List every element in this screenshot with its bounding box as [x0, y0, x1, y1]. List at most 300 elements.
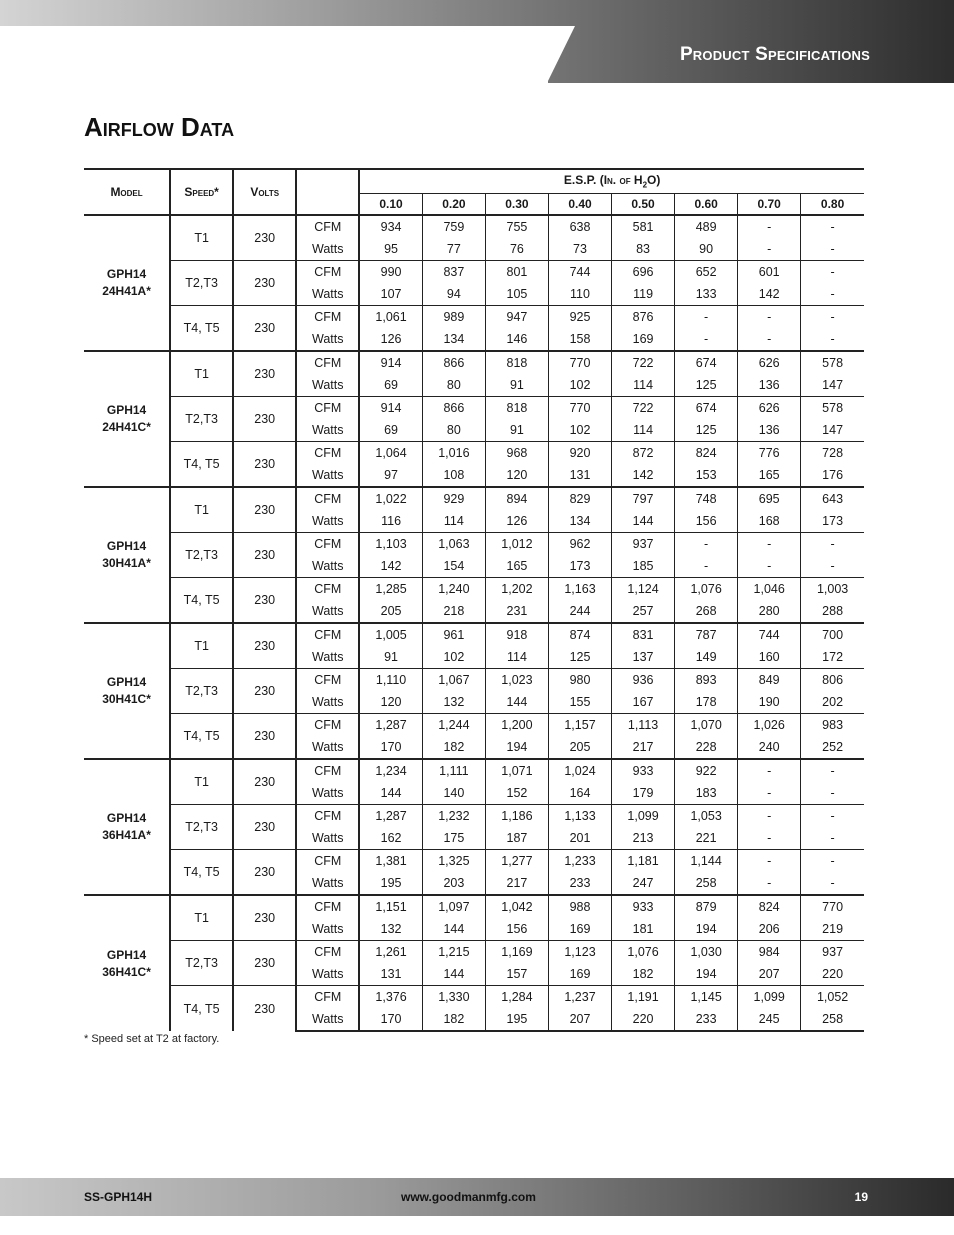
cfm-value-cell: 988 [548, 895, 611, 918]
cfm-value-cell: 894 [485, 487, 548, 510]
cfm-value-cell: 990 [359, 261, 422, 284]
table-row [84, 533, 864, 556]
table-row [84, 759, 864, 782]
column-header-unit [296, 169, 359, 215]
watts-value-cell: 173 [548, 555, 611, 578]
cfm-value-cell: 1,287 [359, 714, 422, 737]
cfm-label-cell: CFM [296, 805, 359, 828]
cfm-value-cell: - [675, 533, 738, 556]
watts-value-cell: 190 [738, 691, 801, 714]
watts-value-cell: 91 [485, 419, 548, 442]
watts-label-cell: Watts [296, 827, 359, 850]
watts-value-cell: 205 [548, 736, 611, 759]
watts-value-cell: 175 [422, 827, 485, 850]
watts-value-cell: 146 [485, 328, 548, 351]
watts-value-cell: 156 [485, 918, 548, 941]
cfm-value-cell: 1,071 [485, 759, 548, 782]
model-name-line1: GPH14 [106, 811, 147, 825]
cfm-value-cell: 770 [548, 397, 611, 420]
watts-value-cell: 195 [485, 1008, 548, 1031]
watts-value-cell: - [738, 555, 801, 578]
watts-value-cell: 179 [612, 782, 675, 805]
watts-value-cell: 80 [422, 374, 485, 397]
watts-value-cell: 173 [822, 514, 844, 528]
esp-value-header: 0.50 [612, 193, 675, 215]
cfm-value-cell: 929 [422, 487, 485, 510]
cfm-value-cell: 983 [801, 714, 864, 737]
watts-value-cell: 245 [738, 1008, 801, 1031]
watts-value-cell: 102 [548, 374, 611, 397]
cfm-value-cell: - [801, 261, 864, 284]
watts-value-cell: - [738, 782, 801, 805]
watts-value-cell: 165 [738, 464, 801, 487]
model-name-line2: 36H41C* [102, 964, 151, 979]
cfm-value-cell: 1,284 [485, 986, 548, 1009]
cfm-value-cell: 866 [422, 397, 485, 420]
watts-value-cell: 165 [485, 555, 548, 578]
cfm-value-cell: 1,003 [801, 578, 864, 601]
cfm-value-cell: 874 [548, 623, 611, 646]
watts-value-cell: 95 [359, 238, 422, 261]
model-name-line1: GPH14 [106, 675, 147, 689]
model-cell [84, 487, 170, 623]
speed-cell: T2,T3 [170, 941, 233, 986]
watts-value-cell: 69 [359, 419, 422, 442]
cfm-value-cell: 489 [675, 215, 738, 238]
table-row [84, 805, 864, 828]
cfm-value-cell: 968 [485, 442, 548, 465]
model-name-line2: 30H41C* [102, 692, 151, 706]
cfm-value-cell: 1,046 [738, 578, 801, 601]
cfm-value-cell: 1,163 [548, 578, 611, 601]
watts-value-cell: 182 [422, 1008, 485, 1031]
cfm-value-cell: 1,076 [675, 578, 738, 601]
cfm-value-cell: 1,200 [485, 714, 548, 737]
cfm-value-cell: 1,052 [801, 986, 864, 1009]
cfm-value-cell: 831 [612, 623, 675, 646]
volts-cell: 230 [233, 941, 296, 986]
cfm-value-cell: 1,234 [359, 759, 422, 782]
cfm-value-cell: 1,097 [422, 895, 485, 918]
watts-value-cell: 131 [548, 464, 611, 487]
speed-cell: T4, T5 [170, 850, 233, 896]
watts-value-cell: 140 [422, 782, 485, 805]
speed-cell: T2,T3 [170, 533, 233, 578]
table-row [84, 351, 864, 374]
cfm-value-cell: 1,022 [359, 487, 422, 510]
watts-label-cell: Watts [296, 328, 359, 351]
watts-value-cell: - [675, 328, 738, 351]
model-name-line2: 24H41A* [102, 284, 151, 298]
cfm-value-cell: - [738, 215, 801, 238]
watts-value-cell: 164 [548, 782, 611, 805]
watts-value-cell: 149 [675, 646, 738, 669]
model-name-line1: GPH14 [106, 403, 147, 417]
watts-value-cell: 252 [822, 740, 844, 754]
watts-value-cell: 257 [612, 600, 675, 623]
watts-label-cell: Watts [296, 782, 359, 805]
watts-value-cell: 247 [612, 872, 675, 895]
cfm-value-cell: 876 [612, 306, 675, 329]
cfm-value-cell: 722 [612, 351, 675, 374]
cfm-value-cell: 866 [422, 351, 485, 374]
watts-value-cell: 219 [822, 922, 844, 936]
watts-value-cell: - [830, 786, 835, 800]
cfm-value-cell: 744 [738, 623, 801, 646]
cfm-value-cell: 1,233 [548, 850, 611, 873]
cfm-value-cell: 925 [548, 306, 611, 329]
cfm-label-cell: CFM [296, 941, 359, 964]
cfm-value-cell: 1,232 [422, 805, 485, 828]
cfm-value-cell: 770 [801, 895, 864, 918]
cfm-value-cell: - [738, 533, 801, 556]
cfm-value-cell: 787 [675, 623, 738, 646]
volts-cell: 230 [233, 759, 296, 805]
cfm-value-cell: 770 [548, 351, 611, 374]
cfm-value-cell: 1,067 [422, 669, 485, 692]
cfm-value-cell: 581 [612, 215, 675, 238]
watts-value-cell: - [738, 827, 801, 850]
watts-value-cell: 97 [359, 464, 422, 487]
watts-value-cell: 221 [675, 827, 738, 850]
cfm-value-cell: 776 [738, 442, 801, 465]
table-row [84, 397, 864, 420]
watts-value-cell: 125 [675, 419, 738, 442]
cfm-value-cell: 1,237 [548, 986, 611, 1009]
watts-label-cell: Watts [296, 374, 359, 397]
cfm-value-cell: 1,144 [675, 850, 738, 873]
watts-value-cell: 102 [548, 419, 611, 442]
cfm-value-cell: 626 [738, 351, 801, 374]
table-row [84, 986, 864, 1009]
cfm-value-cell: 1,110 [359, 669, 422, 692]
cfm-value-cell: 722 [612, 397, 675, 420]
cfm-value-cell: - [675, 306, 738, 329]
model-cell [84, 623, 170, 759]
cfm-value-cell: 1,181 [612, 850, 675, 873]
cfm-label-cell: CFM [296, 351, 359, 374]
watts-value-cell: 160 [738, 646, 801, 669]
volts-cell: 230 [233, 669, 296, 714]
watts-value-cell: 126 [359, 328, 422, 351]
cfm-label-cell: CFM [296, 487, 359, 510]
watts-value-cell: 258 [675, 872, 738, 895]
cfm-value-cell: 1,076 [612, 941, 675, 964]
table-row [84, 895, 864, 918]
watts-label-cell: Watts [296, 918, 359, 941]
watts-value-cell: 116 [359, 510, 422, 533]
watts-value-cell: 144 [422, 918, 485, 941]
cfm-value-cell: 1,023 [485, 669, 548, 692]
model-name-line1: GPH14 [106, 539, 147, 553]
table-row [84, 623, 864, 646]
watts-value-cell: 170 [359, 736, 422, 759]
watts-value-cell: 136 [738, 374, 801, 397]
cfm-value-cell: 1,124 [612, 578, 675, 601]
cfm-value-cell: 1,202 [485, 578, 548, 601]
watts-value-cell: 131 [359, 963, 422, 986]
watts-value-cell: 144 [612, 510, 675, 533]
watts-value-cell: 182 [422, 736, 485, 759]
volts-cell: 230 [233, 397, 296, 442]
watts-label-cell: Watts [296, 646, 359, 669]
cfm-value-cell: 1,042 [485, 895, 548, 918]
cfm-value-cell: 989 [422, 306, 485, 329]
column-header-speed: Speed* [170, 169, 233, 215]
watts-value-cell: 90 [675, 238, 738, 261]
watts-value-cell: 114 [485, 646, 548, 669]
cfm-value-cell: - [801, 850, 864, 873]
watts-value-cell: 105 [485, 283, 548, 306]
esp-value-header: 0.40 [548, 193, 611, 215]
speed-cell: T2,T3 [170, 669, 233, 714]
cfm-value-cell: 578 [801, 397, 864, 420]
cfm-value-cell: 961 [422, 623, 485, 646]
page-title: Airflow Data [84, 112, 235, 142]
cfm-value-cell: 934 [359, 215, 422, 238]
volts-cell: 230 [233, 850, 296, 896]
cfm-value-cell: 1,113 [612, 714, 675, 737]
header-white-panel [0, 26, 548, 83]
speed-cell: T1 [170, 623, 233, 669]
table-row [84, 261, 864, 284]
cfm-value-cell: 849 [738, 669, 801, 692]
cfm-value-cell: 1,070 [675, 714, 738, 737]
watts-value-cell: 157 [485, 963, 548, 986]
volts-cell: 230 [233, 487, 296, 533]
cfm-label-cell: CFM [296, 759, 359, 782]
cfm-value-cell: 728 [801, 442, 864, 465]
model-cell [84, 351, 170, 487]
watts-value-cell: - [675, 555, 738, 578]
cfm-value-cell: 1,103 [359, 533, 422, 556]
cfm-value-cell: 1,376 [359, 986, 422, 1009]
watts-label-cell: Watts [296, 736, 359, 759]
cfm-value-cell: 700 [801, 623, 864, 646]
watts-value-cell: 207 [738, 963, 801, 986]
cfm-value-cell: - [738, 759, 801, 782]
watts-value-cell: 119 [612, 283, 675, 306]
watts-label-cell: Watts [296, 963, 359, 986]
cfm-value-cell: 1,287 [359, 805, 422, 828]
watts-value-cell: 205 [359, 600, 422, 623]
cfm-value-cell: - [801, 306, 864, 329]
watts-value-cell: 183 [675, 782, 738, 805]
watts-value-cell: 158 [548, 328, 611, 351]
cfm-value-cell: - [738, 805, 801, 828]
cfm-value-cell: 1,285 [359, 578, 422, 601]
watts-value-cell: 233 [675, 1008, 738, 1031]
volts-cell: 230 [233, 623, 296, 669]
watts-value-cell: 185 [612, 555, 675, 578]
table-row [84, 442, 864, 465]
speed-cell: T4, T5 [170, 442, 233, 488]
cfm-value-cell: 1,157 [548, 714, 611, 737]
watts-value-cell: 167 [612, 691, 675, 714]
footer-website-link[interactable]: www.goodmanmfg.com [401, 1190, 536, 1204]
watts-value-cell: 244 [548, 600, 611, 623]
cfm-value-cell: 1,016 [422, 442, 485, 465]
cfm-label-cell: CFM [296, 578, 359, 601]
footnote: * Speed set at T2 at factory. [84, 1033, 220, 1045]
watts-value-cell: 288 [822, 604, 844, 618]
cfm-value-cell: 937 [801, 941, 864, 964]
watts-value-cell: 258 [801, 1008, 864, 1031]
speed-cell: T4, T5 [170, 306, 233, 352]
watts-value-cell: 153 [675, 464, 738, 487]
model-name-line2: 30H41A* [102, 556, 151, 570]
table-row [84, 850, 864, 873]
table-row [84, 306, 864, 329]
cfm-value-cell: 1,099 [738, 986, 801, 1009]
watts-value-cell: 83 [612, 238, 675, 261]
header-white-slant [547, 26, 575, 83]
watts-value-cell: 80 [422, 419, 485, 442]
volts-cell: 230 [233, 805, 296, 850]
table-row [84, 578, 864, 601]
watts-value-cell: 228 [675, 736, 738, 759]
cfm-value-cell: 962 [548, 533, 611, 556]
watts-value-cell: 142 [359, 555, 422, 578]
speed-cell: T4, T5 [170, 578, 233, 624]
watts-value-cell: 142 [738, 283, 801, 306]
cfm-value-cell: - [801, 759, 864, 782]
watts-value-cell: - [738, 238, 801, 261]
cfm-value-cell: 922 [675, 759, 738, 782]
cfm-value-cell: 947 [485, 306, 548, 329]
watts-value-cell: 217 [485, 872, 548, 895]
volts-cell: 230 [233, 895, 296, 941]
cfm-value-cell: 1,215 [422, 941, 485, 964]
cfm-value-cell: 806 [801, 669, 864, 692]
watts-label-cell: Watts [296, 464, 359, 487]
watts-label-cell: Watts [296, 1008, 359, 1031]
esp-value-header: 0.80 [801, 193, 864, 215]
esp-label-pre: E.S.P. (In. of H [563, 173, 643, 188]
table-row [84, 487, 864, 510]
watts-value-cell: 137 [612, 646, 675, 669]
speed-cell: T4, T5 [170, 986, 233, 1032]
watts-value-cell: - [830, 287, 835, 301]
watts-value-cell: 142 [612, 464, 675, 487]
volts-cell: 230 [233, 578, 296, 624]
cfm-value-cell: 1,063 [422, 533, 485, 556]
watts-value-cell: 147 [822, 378, 844, 392]
cfm-value-cell: 626 [738, 397, 801, 420]
cfm-value-cell: 933 [612, 895, 675, 918]
cfm-value-cell: 1,330 [422, 986, 485, 1009]
watts-label-cell: Watts [296, 238, 359, 261]
cfm-value-cell: 1,261 [359, 941, 422, 964]
watts-value-cell: 194 [485, 736, 548, 759]
watts-value-cell: 102 [422, 646, 485, 669]
model-name-line2: 36H41A* [102, 828, 151, 842]
cfm-value-cell: 696 [612, 261, 675, 284]
cfm-label-cell: CFM [296, 986, 359, 1009]
cfm-label-cell: CFM [296, 895, 359, 918]
watts-label-cell: Watts [296, 419, 359, 442]
volts-cell: 230 [233, 261, 296, 306]
watts-value-cell: 203 [422, 872, 485, 895]
watts-label-cell: Watts [296, 555, 359, 578]
model-cell [84, 215, 170, 351]
watts-value-cell: 91 [359, 646, 422, 669]
cfm-value-cell: 818 [485, 397, 548, 420]
cfm-value-cell: - [830, 220, 835, 234]
column-header-model: Model [84, 169, 170, 215]
cfm-value-cell: 1,169 [485, 941, 548, 964]
cfm-label-cell: CFM [296, 850, 359, 873]
cfm-value-cell: 984 [738, 941, 801, 964]
cfm-value-cell: 759 [422, 215, 485, 238]
watts-value-cell: 114 [612, 419, 675, 442]
watts-value-cell: 136 [738, 419, 801, 442]
watts-value-cell: 231 [485, 600, 548, 623]
cfm-value-cell: 1,053 [675, 805, 738, 828]
cfm-value-cell: 1,005 [359, 623, 422, 646]
watts-value-cell: 152 [485, 782, 548, 805]
watts-value-cell: 114 [612, 374, 675, 397]
cfm-value-cell: - [801, 805, 864, 828]
cfm-value-cell: 1,012 [485, 533, 548, 556]
volts-cell: 230 [233, 533, 296, 578]
cfm-value-cell: 918 [485, 623, 548, 646]
watts-value-cell: 108 [422, 464, 485, 487]
cfm-value-cell: 578 [801, 351, 864, 374]
watts-value-cell: 144 [422, 963, 485, 986]
watts-value-cell: 213 [612, 827, 675, 850]
volts-cell: 230 [233, 986, 296, 1032]
watts-value-cell: 134 [422, 328, 485, 351]
speed-cell: T1 [170, 759, 233, 805]
table-row [84, 215, 864, 238]
table-row [84, 941, 864, 964]
watts-value-cell: 147 [822, 423, 844, 437]
cfm-label-cell: CFM [296, 306, 359, 329]
watts-value-cell: 178 [675, 691, 738, 714]
speed-cell: T2,T3 [170, 805, 233, 850]
volts-cell: 230 [233, 442, 296, 488]
cfm-value-cell: 797 [612, 487, 675, 510]
watts-value-cell: 168 [738, 510, 801, 533]
cfm-value-cell: 1,244 [422, 714, 485, 737]
volts-cell: 230 [233, 351, 296, 397]
watts-value-cell: 155 [548, 691, 611, 714]
volts-cell: 230 [233, 306, 296, 352]
watts-value-cell: 132 [422, 691, 485, 714]
esp-value-header: 0.70 [738, 193, 801, 215]
watts-value-cell: 156 [675, 510, 738, 533]
speed-cell: T2,T3 [170, 261, 233, 306]
watts-value-cell: 133 [675, 283, 738, 306]
esp-label-post: O) [647, 173, 661, 188]
cfm-value-cell: 879 [675, 895, 738, 918]
cfm-value-cell: 1,277 [485, 850, 548, 873]
cfm-value-cell: 744 [548, 261, 611, 284]
cfm-value-cell: 936 [612, 669, 675, 692]
watts-value-cell: 201 [548, 827, 611, 850]
cfm-value-cell: 638 [548, 215, 611, 238]
esp-value-header: 0.30 [485, 193, 548, 215]
cfm-value-cell: 937 [612, 533, 675, 556]
cfm-value-cell: 674 [675, 351, 738, 374]
cfm-value-cell: 824 [738, 895, 801, 918]
cfm-value-cell: 829 [548, 487, 611, 510]
model-name-line1: GPH14 [106, 947, 147, 962]
cfm-value-cell: 1,099 [612, 805, 675, 828]
cfm-value-cell: 893 [675, 669, 738, 692]
watts-value-cell: 218 [422, 600, 485, 623]
